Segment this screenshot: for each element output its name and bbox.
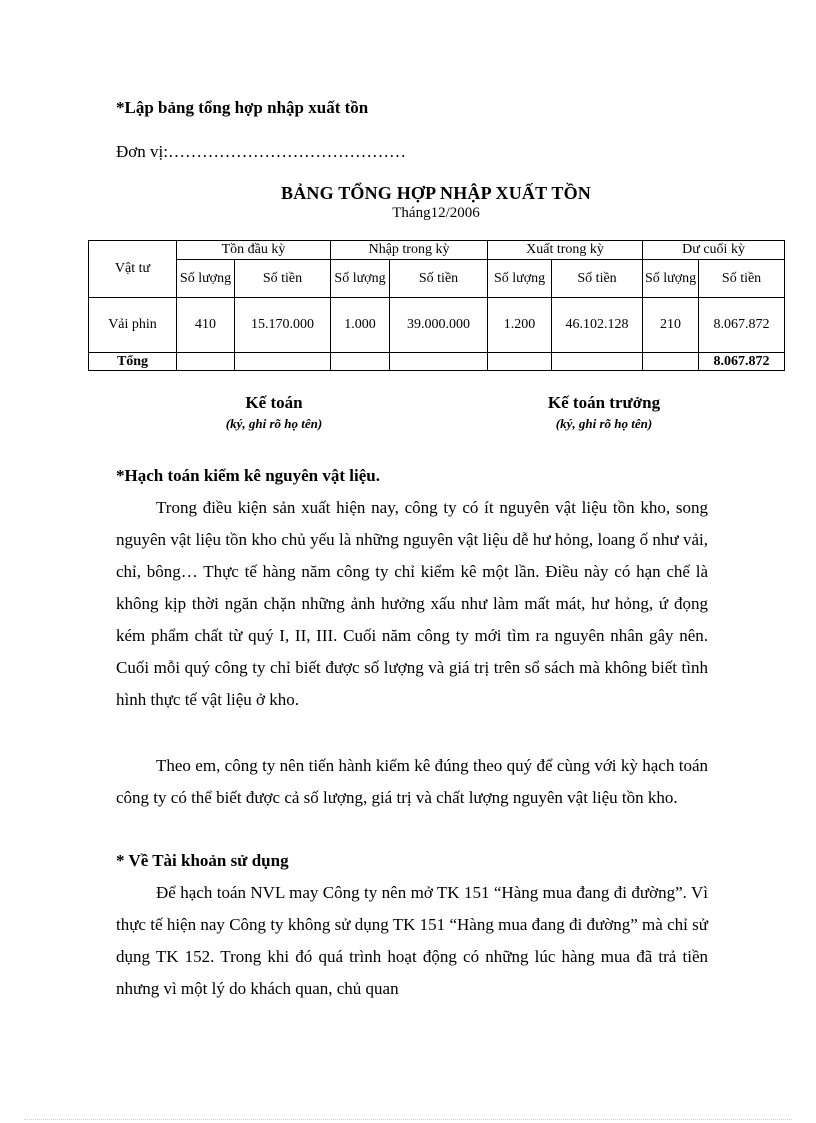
paragraph-text: Để hạch toán NVL may Công ty nên mở TK 151 “Hàng mua đang đi đường”. Vì thực tế hiện nay Công ty không sử dụng TK 151 “Hàng mua đang đi đường” mà chỉ sử dụng TK 152. Trong khi đó quá trình hoạt động có những lúc hàng mua đã trả tiền nhưng vì một lý do khách quan, chủ quan bbox=[116, 883, 708, 998]
empty-cell bbox=[390, 353, 488, 371]
col-header-qty: Số lượng bbox=[177, 260, 235, 298]
cell-open-qty: 410 bbox=[177, 298, 235, 353]
table-total-row bbox=[89, 353, 785, 371]
col-header-qty: Số lượng bbox=[331, 260, 390, 298]
empty-cell bbox=[552, 353, 643, 371]
group-header-issues: Xuất trong kỳ bbox=[488, 241, 643, 260]
empty-cell bbox=[235, 353, 331, 371]
paragraph-text: Trong điều kiện sản xuất hiện nay, công ty có ít nguyên vật liệu tồn kho, song nguyên vật liệu tồn kho chủ yếu là những nguyên vật liệu dễ hư hỏng, loang ố như vải, chỉ, bông… Thực tế hàng năm công ty chỉ kiểm kê một lần. Điều này có hạn chế là không kịp thời ngăn chặn những ảnh hưởng xấu như làm mất mát, hư hỏng, ứ đọng kém phẩm chất từ quý I, II, III. Cuối năm công ty mới tìm ra nguyên nhân gây nên. Cuối mỗi quý công ty chỉ biết được số lượng và giá trị trên sổ sách mà không biết tình hình thực tế vật liệu ở kho. bbox=[116, 498, 708, 709]
signature-note: (ký, ghi rõ họ tên) bbox=[555, 416, 653, 431]
paragraph bbox=[116, 492, 708, 716]
table-subheader-row bbox=[89, 260, 785, 298]
empty-cell bbox=[643, 353, 699, 371]
col-header-amount: Số tiền bbox=[699, 260, 785, 298]
section-heading-accounts: * Về Tài khoản sử dụng bbox=[116, 851, 289, 870]
cell-open-amount: 15.170.000 bbox=[235, 298, 331, 353]
empty-cell bbox=[488, 353, 552, 371]
col-header-qty: Số lượng bbox=[643, 260, 699, 298]
cell-close-qty: 210 bbox=[643, 298, 699, 353]
group-header-receipts: Nhập trong kỳ bbox=[331, 241, 488, 260]
cell-out-qty: 1.200 bbox=[488, 298, 552, 353]
section-heading-stocktake: *Hạch toán kiểm kê nguyên vật liệu. bbox=[116, 466, 380, 485]
group-header-opening: Tồn đầu kỳ bbox=[177, 241, 331, 260]
table-subtitle: Tháng12/2006 bbox=[392, 205, 480, 221]
col-header-amount: Số tiền bbox=[390, 260, 488, 298]
col-header-amount: Số tiền bbox=[235, 260, 331, 298]
inventory-summary-table bbox=[88, 240, 785, 371]
group-header-closing: Dư cuối kỳ bbox=[643, 241, 785, 260]
empty-cell bbox=[177, 353, 235, 371]
empty-cell bbox=[331, 353, 390, 371]
col-header-amount: Số tiền bbox=[552, 260, 643, 298]
paragraph-text: Theo em, công ty nên tiến hành kiểm kê đúng theo quý để cùng với kỳ hạch toán công ty có thể biết được cả số lượng, giá trị và chất lượng nguyên vật liệu tồn kho. bbox=[116, 756, 708, 807]
table-title: BẢNG TỔNG HỢP NHẬP XUẤT TỒN bbox=[281, 183, 591, 203]
section-heading-inventory-summary: *Lập bảng tổng hợp nhập xuất tồn bbox=[116, 98, 369, 117]
col-header-qty: Số lượng bbox=[488, 260, 552, 298]
cell-out-amount: 46.102.128 bbox=[552, 298, 643, 353]
signature-chief-accountant bbox=[504, 393, 704, 432]
signature-note: (ký, ghi rõ họ tên) bbox=[225, 416, 323, 431]
paragraph bbox=[116, 750, 708, 814]
cell-close-amount: 8.067.872 bbox=[699, 298, 785, 353]
total-amount: 8.067.872 bbox=[699, 353, 785, 371]
table-row bbox=[89, 298, 785, 353]
page-separator bbox=[24, 1119, 792, 1120]
col-header-item: Vật tư bbox=[89, 241, 177, 298]
paragraph bbox=[116, 877, 708, 1005]
signature-accountant bbox=[174, 393, 374, 432]
total-label: Tổng bbox=[89, 353, 177, 371]
cell-in-qty: 1.000 bbox=[331, 298, 390, 353]
cell-item: Vải phin bbox=[89, 298, 177, 353]
unit-line: Đơn vị:…………………………………… bbox=[116, 142, 406, 161]
signature-role: Kế toán trưởng bbox=[547, 393, 661, 412]
signature-role: Kế toán bbox=[245, 393, 303, 412]
table-header-row bbox=[89, 241, 785, 260]
cell-in-amount: 39.000.000 bbox=[390, 298, 488, 353]
